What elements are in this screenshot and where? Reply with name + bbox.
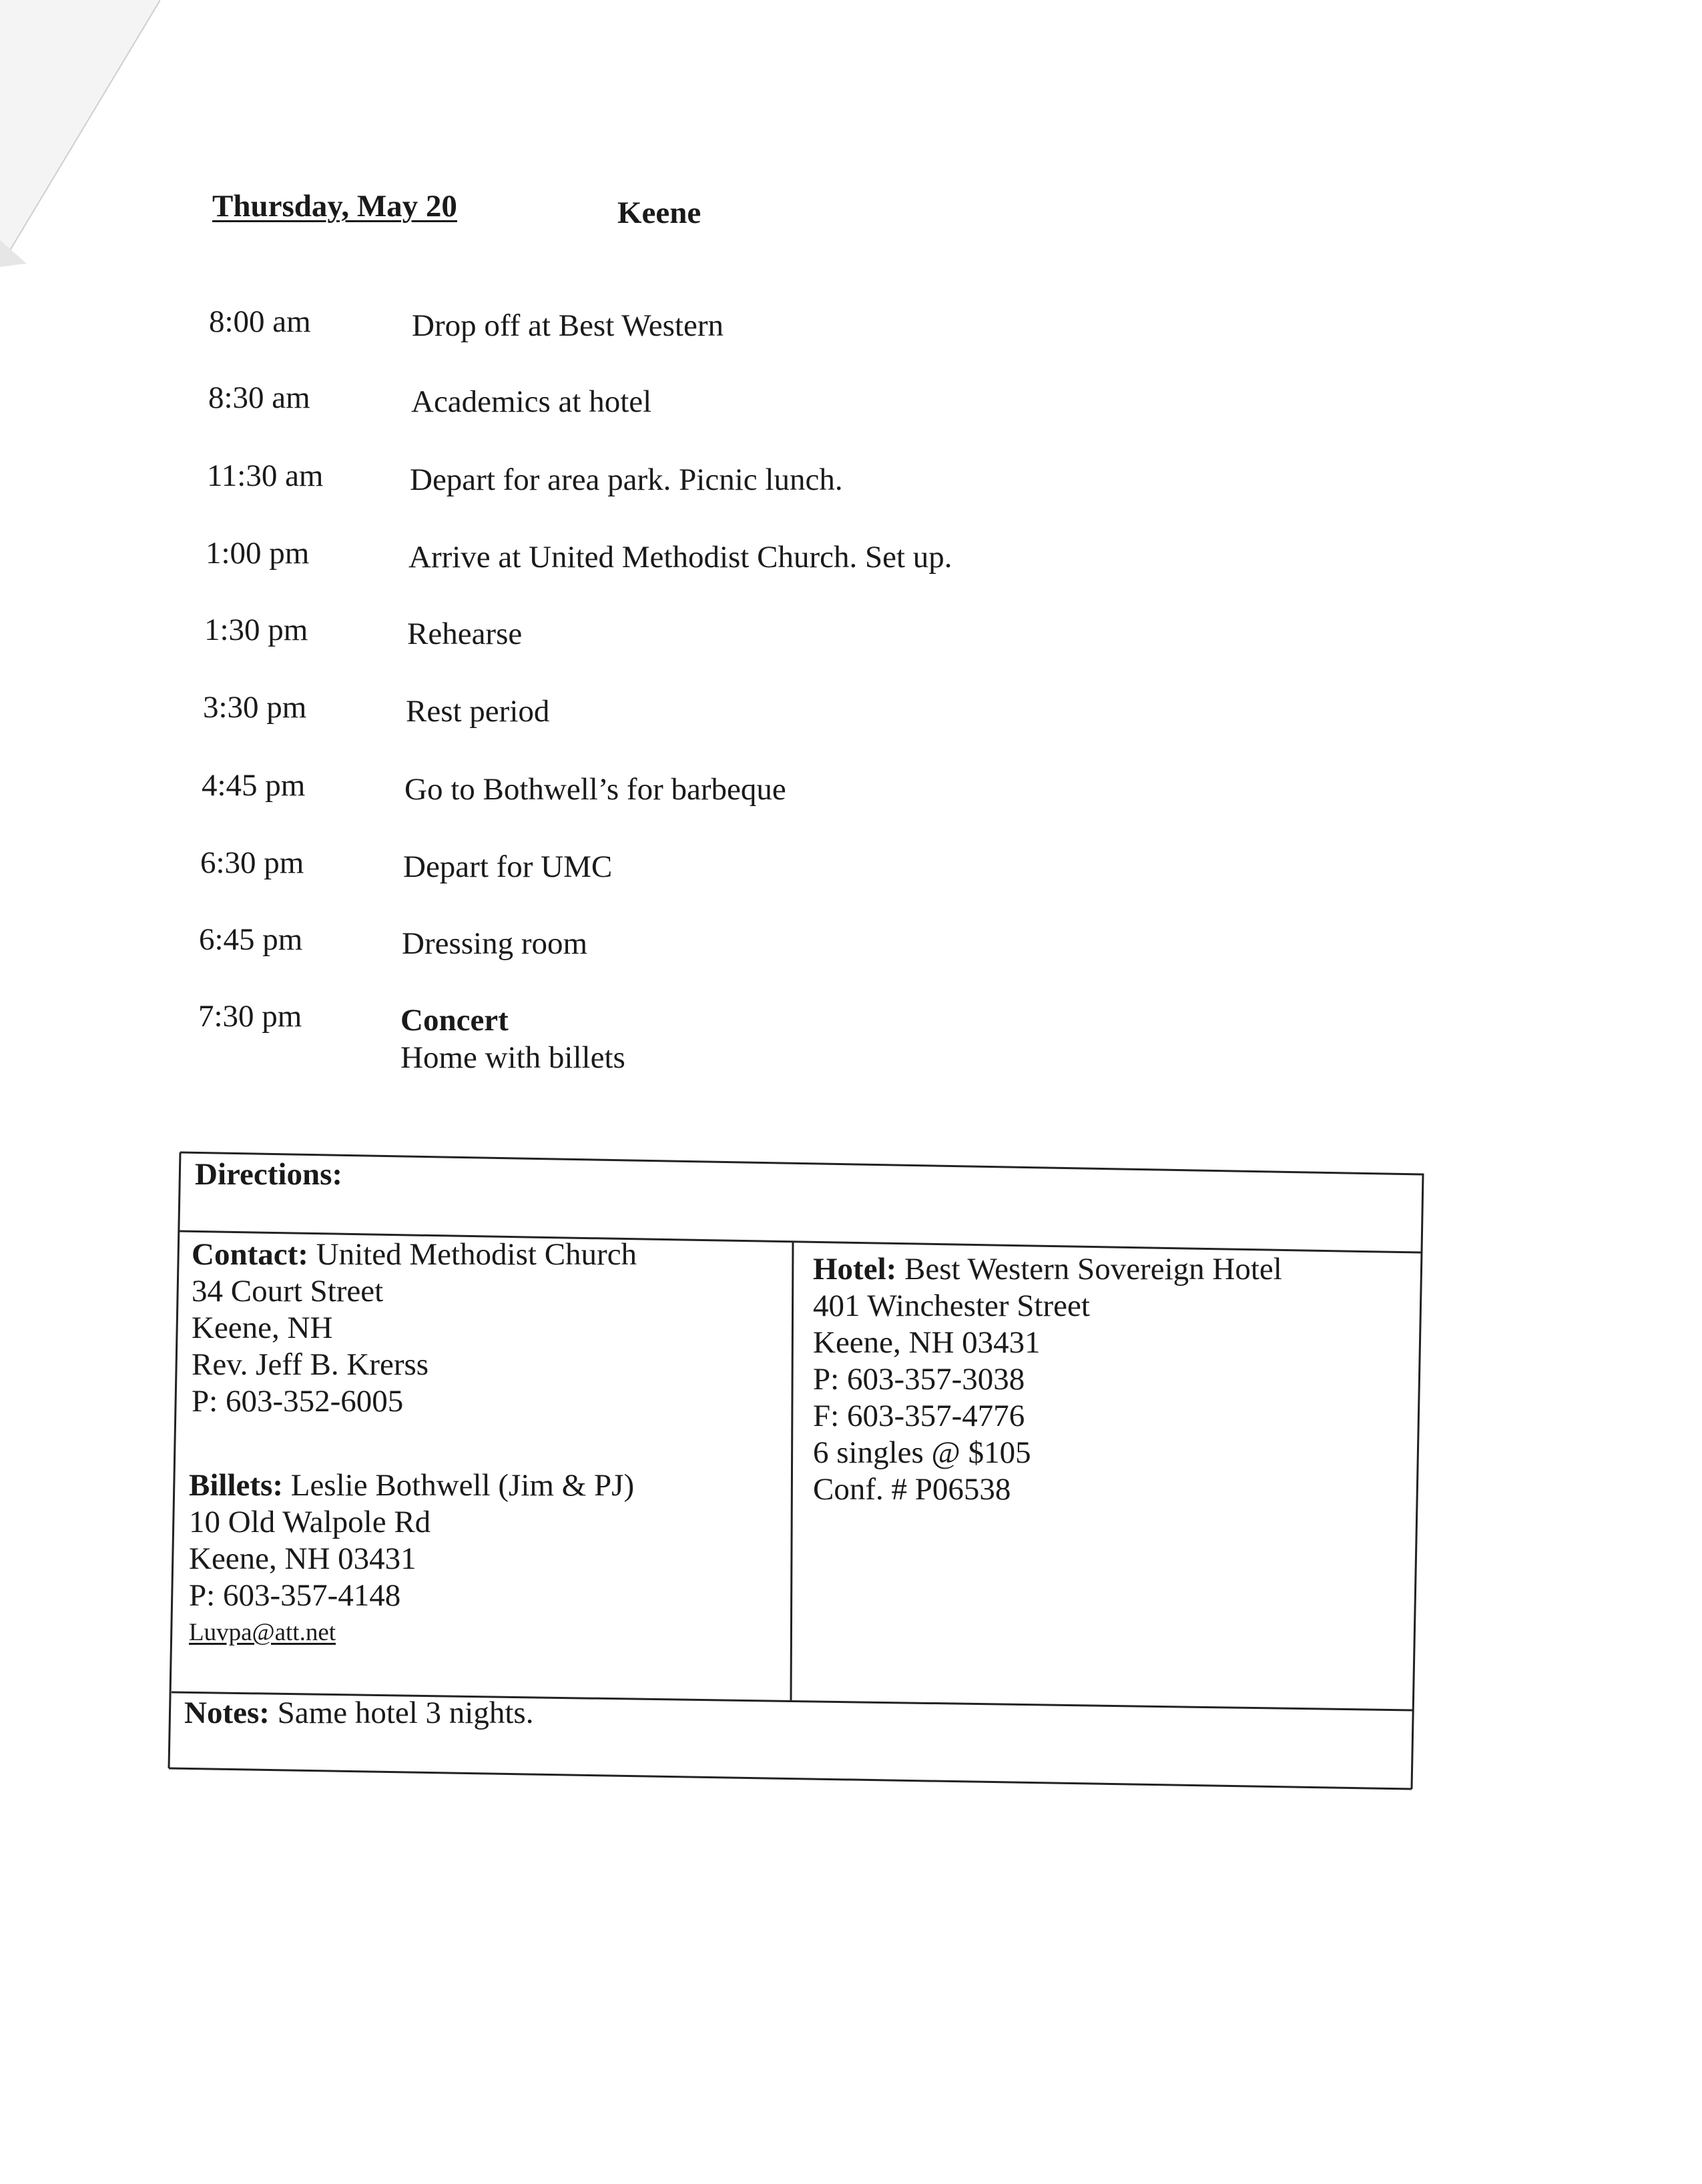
schedule-event: Drop off at Best Western xyxy=(412,308,724,343)
schedule-event xyxy=(400,1002,625,1076)
hotel-label: Hotel: xyxy=(813,1252,897,1287)
schedule-time: 7:30 pm xyxy=(198,999,302,1034)
schedule-row xyxy=(209,304,1143,344)
contact-label: Contact: xyxy=(192,1237,308,1272)
billets-name: Leslie Bothwell (Jim & PJ) xyxy=(290,1468,635,1503)
schedule-event: Academics at hotel xyxy=(411,384,652,419)
contact-street: 34 Court Street xyxy=(192,1274,384,1309)
contact-city: Keene, NH xyxy=(192,1311,333,1345)
hotel-phone: P: 603-357-3038 xyxy=(813,1362,1025,1397)
schedule-row xyxy=(199,922,1133,962)
schedule-time: 3:30 pm xyxy=(203,690,307,725)
concert-note: Home with billets xyxy=(400,1040,625,1075)
day-heading: Thursday, May 20 xyxy=(212,189,457,224)
schedule-row xyxy=(207,458,1141,498)
concert-label: Concert xyxy=(400,1003,509,1038)
hotel-rooms: 6 singles @ $105 xyxy=(813,1435,1031,1470)
schedule-row-concert xyxy=(198,998,1133,1085)
schedule-row xyxy=(203,689,1137,729)
directions-label: Directions: xyxy=(195,1157,343,1192)
contact-line xyxy=(192,1236,637,1273)
billets-city: Keene, NH 03431 xyxy=(189,1541,416,1576)
billets-phone: P: 603-357-4148 xyxy=(189,1578,401,1613)
billets-label: Billets: xyxy=(189,1468,283,1503)
notes-line xyxy=(184,1695,533,1732)
schedule-time: 8:00 am xyxy=(209,304,311,339)
schedule-time: 1:00 pm xyxy=(206,536,310,571)
schedule-time: 1:30 pm xyxy=(204,613,308,647)
schedule-time: 11:30 am xyxy=(207,458,324,493)
schedule-event: Go to Bothwell’s for barbeque xyxy=(404,772,786,807)
schedule-row xyxy=(204,612,1139,652)
schedule-time: 8:30 am xyxy=(208,380,310,415)
billets-line xyxy=(189,1467,634,1504)
schedule-event: Rest period xyxy=(406,694,550,729)
contact-person: Rev. Jeff B. Krerss xyxy=(192,1347,429,1382)
contact-phone: P: 603-352-6005 xyxy=(192,1384,404,1419)
schedule-row xyxy=(200,845,1135,885)
notes-label: Notes: xyxy=(184,1696,270,1730)
location-heading: Keene xyxy=(617,196,701,230)
hotel-street: 401 Winchester Street xyxy=(813,1289,1090,1323)
schedule-row xyxy=(202,767,1136,807)
hotel-fax: F: 603-357-4776 xyxy=(813,1399,1025,1433)
hotel-confirmation: Conf. # P06538 xyxy=(813,1472,1011,1507)
schedule-row xyxy=(206,535,1140,575)
billets-street: 10 Old Walpole Rd xyxy=(189,1505,431,1539)
schedule-row xyxy=(208,380,1143,420)
schedule-event: Rehearse xyxy=(407,617,523,651)
folded-corner-shadow xyxy=(0,0,160,267)
hotel-line xyxy=(813,1251,1282,1288)
schedule-event: Depart for area park. Picnic lunch. xyxy=(410,462,843,497)
contact-block xyxy=(192,1236,637,1420)
billets-block xyxy=(189,1467,634,1651)
schedule-event: Arrive at United Methodist Church. Set up. xyxy=(408,540,952,575)
hotel-city: Keene, NH 03431 xyxy=(813,1325,1041,1360)
schedule-time: 6:45 pm xyxy=(199,922,303,957)
schedule-event: Dressing room xyxy=(402,926,588,961)
schedule-time: 6:30 pm xyxy=(200,845,304,880)
schedule-event: Depart for UMC xyxy=(403,849,613,884)
notes-text: Same hotel 3 nights. xyxy=(277,1696,534,1730)
hotel-block xyxy=(813,1251,1282,1508)
hotel-name: Best Western Sovereign Hotel xyxy=(904,1252,1282,1287)
schedule-time: 4:45 pm xyxy=(202,768,306,803)
billets-email[interactable]: Luvpa@att.net xyxy=(189,1619,336,1646)
contact-name: United Methodist Church xyxy=(316,1237,637,1272)
